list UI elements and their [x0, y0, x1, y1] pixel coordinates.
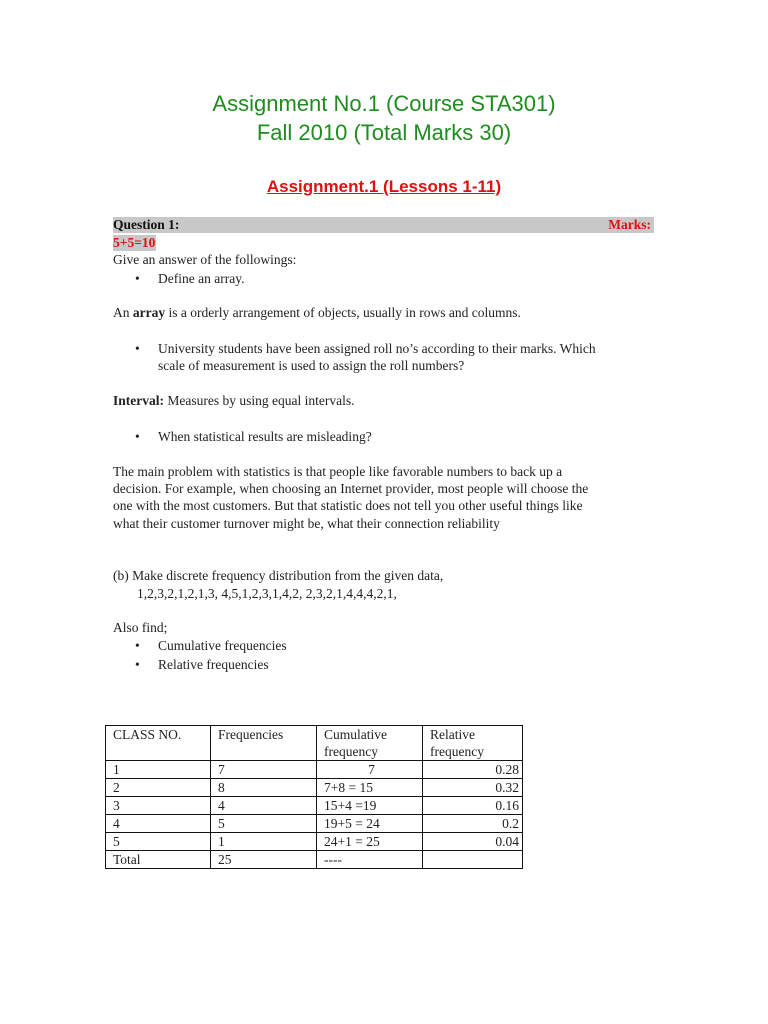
answer-misleading-line2: decision. For example, when choosing an Internet provider, most people will choose the: [113, 481, 589, 496]
bullet-cumulative: Cumulative frequencies: [158, 638, 287, 653]
cell-relative: 0.28: [423, 761, 523, 779]
table-row: [106, 779, 523, 797]
marks-value: 5+5=10: [113, 235, 156, 250]
cell-cumulative: 24+1 = 25: [317, 833, 423, 851]
table-total-row: [106, 851, 523, 869]
answer-misleading-line4: what their customer turnover might be, what their connection reliability: [113, 516, 500, 531]
header-cumulative: Cumulative frequency: [317, 726, 423, 761]
table-row: [106, 761, 523, 779]
marks-label: Marks:: [608, 217, 651, 232]
cell-relative: 0.32: [423, 779, 523, 797]
question-label: Question 1:: [113, 217, 180, 232]
bullet-relative: Relative frequencies: [158, 657, 269, 672]
cell-cumulative: 7+8 = 15: [317, 779, 423, 797]
question-header-bar: [113, 217, 654, 233]
cell-relative: 0.16: [423, 797, 523, 815]
header-relative: Relative frequency: [423, 726, 523, 761]
assignment-subtitle: Assignment.1 (Lessons 1-11): [266, 177, 502, 196]
bullet-icon: •: [135, 657, 140, 672]
document-title-line1: Assignment No.1 (Course STA301): [212, 91, 556, 116]
cell-cumulative: 15+4 =19: [317, 797, 423, 815]
document-title-line2: Fall 2010 (Total Marks 30): [256, 120, 512, 145]
header-frequencies: Frequencies: [211, 726, 317, 761]
cell-total-frequency: 25: [211, 851, 317, 869]
answer-misleading-line3: one with the most customers. But that statistic does not tell you other useful things like: [113, 498, 583, 513]
also-find: Also find;: [113, 620, 168, 635]
cell-relative: 0.04: [423, 833, 523, 851]
cell-total-label: Total: [106, 851, 211, 869]
cell-frequency: 7: [211, 761, 317, 779]
bullet-roll-numbers-line2: scale of measurement is used to assign the roll numbers?: [158, 358, 465, 373]
bullet-define-array: Define an array.: [158, 271, 245, 286]
cell-total-relative: [423, 851, 523, 869]
answer-misleading-line1: The main problem with statistics is that people like favorable numbers to back up a: [113, 464, 563, 479]
cell-class: 2: [106, 779, 211, 797]
cell-total-cumulative: ----: [317, 851, 423, 869]
cell-class: 4: [106, 815, 211, 833]
header-class-no: CLASS NO.: [106, 726, 211, 761]
cell-class: 5: [106, 833, 211, 851]
cell-cumulative: 7: [317, 761, 423, 779]
cell-class: 3: [106, 797, 211, 815]
table-header-row: [106, 726, 523, 761]
answer-array: An array is a orderly arrangement of objects, usually in rows and columns.: [113, 305, 521, 320]
table-row: [106, 833, 523, 851]
cell-class: 1: [106, 761, 211, 779]
answer-interval: Interval: Measures by using equal intervals.: [113, 393, 355, 408]
table-row: [106, 797, 523, 815]
bullet-misleading: When statistical results are misleading?: [158, 429, 372, 444]
cell-relative: 0.2: [423, 815, 523, 833]
part-b-data: 1,2,3,2,1,2,1,3, 4,5,1,2,3,1,4,2, 2,3,2,1,4,4,4,2,1,: [137, 586, 397, 601]
bullet-icon: •: [135, 271, 140, 286]
table-row: [106, 815, 523, 833]
bullet-icon: •: [135, 341, 140, 356]
cell-frequency: 5: [211, 815, 317, 833]
part-b-prompt: (b) Make discrete frequency distribution from the given data,: [113, 568, 444, 583]
cell-frequency: 8: [211, 779, 317, 797]
bullet-roll-numbers-line1: University students have been assigned roll no’s according to their marks. Which: [158, 341, 596, 356]
question-intro: Give an answer of the followings:: [113, 252, 297, 267]
frequency-table: [105, 725, 523, 869]
bullet-icon: •: [135, 638, 140, 653]
bullet-icon: •: [135, 429, 140, 444]
cell-frequency: 4: [211, 797, 317, 815]
cell-cumulative: 19+5 = 24: [317, 815, 423, 833]
cell-frequency: 1: [211, 833, 317, 851]
